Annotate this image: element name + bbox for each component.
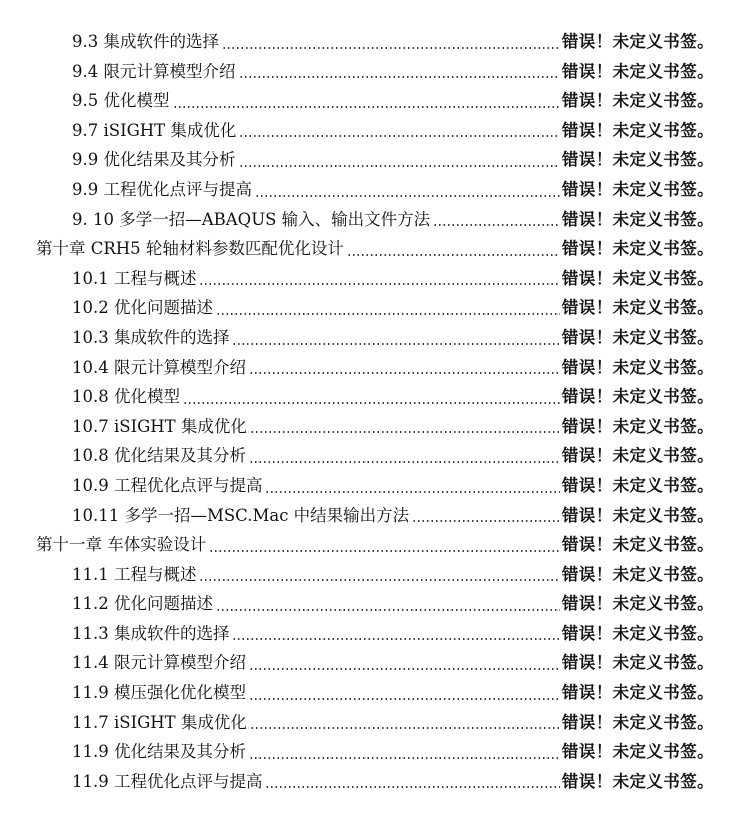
toc-section-entry[interactable] [0, 175, 752, 205]
toc-dot-leader [232, 625, 559, 641]
toc-dot-leader [183, 389, 560, 405]
toc-page-reference: 错误！未定义书签。 [561, 120, 714, 140]
toc-page-reference: 错误！未定义书签。 [561, 239, 714, 259]
toc-page-reference: 错误！未定义书签。 [561, 623, 714, 643]
toc-entry-title: 第十一章 车体实验设计 [36, 535, 207, 555]
toc-page-reference: 错误！未定义书签。 [561, 771, 714, 791]
toc-dot-leader [249, 359, 560, 375]
toc-chapter-entry[interactable] [0, 234, 752, 264]
toc-section-entry[interactable] [0, 145, 752, 175]
toc-section-entry[interactable] [0, 116, 752, 146]
toc-entry-title: 11.9 优化结果及其分析 [72, 742, 246, 762]
toc-dot-leader [265, 773, 559, 789]
toc-page-reference: 错误！未定义书签。 [561, 387, 714, 407]
toc-entry-title: 10.8 优化结果及其分析 [72, 446, 246, 466]
toc-section-entry[interactable] [0, 560, 752, 590]
toc-dot-leader [249, 744, 560, 760]
toc-entry-title: 10.9 工程优化点评与提高 [72, 475, 263, 495]
toc-section-entry[interactable] [0, 589, 752, 619]
toc-section-entry[interactable] [0, 708, 752, 738]
toc-dot-leader [250, 418, 560, 434]
toc-page-reference: 错误！未定义书签。 [561, 327, 714, 347]
toc-page-reference: 错误！未定义书签。 [561, 357, 714, 377]
toc-section-entry[interactable] [0, 205, 752, 235]
toc-page-reference: 错误！未定义书签。 [561, 653, 714, 673]
toc-entry-title: 11.1 工程与概述 [72, 564, 197, 584]
toc-dot-leader [239, 63, 560, 79]
toc-section-entry[interactable] [0, 648, 752, 678]
toc-dot-leader [255, 182, 560, 198]
toc-page-reference: 错误！未定义书签。 [561, 446, 714, 466]
toc-entry-title: 11.7 iSIGHT 集成优化 [72, 712, 247, 732]
toc-entry-title: 10.2 优化问题描述 [72, 298, 213, 318]
toc-page-reference: 错误！未定义书签。 [561, 564, 714, 584]
toc-page-reference: 错误！未定义书签。 [561, 209, 714, 229]
toc-section-entry[interactable] [0, 501, 752, 531]
toc-dot-leader [239, 122, 559, 138]
toc-page-reference: 错误！未定义书签。 [561, 298, 714, 318]
toc-entry-title: 10.3 集成软件的选择 [72, 327, 230, 347]
toc-entry-title: 9.9 工程优化点评与提高 [72, 179, 252, 199]
toc-entry-title: 10.11 多学一招—MSC.Mac 中结果输出方法 [72, 505, 410, 525]
toc-dot-leader [199, 566, 559, 582]
toc-dot-leader [249, 448, 560, 464]
toc-dot-leader [433, 211, 560, 227]
toc-dot-leader [239, 152, 560, 168]
toc-page-reference: 错误！未定义书签。 [561, 475, 714, 495]
toc-page-reference: 错误！未定义书签。 [561, 535, 714, 555]
toc-dot-leader [347, 241, 560, 257]
toc-section-entry[interactable] [0, 57, 752, 87]
toc-page-reference: 错误！未定义书签。 [561, 268, 714, 288]
toc-dot-leader [222, 34, 560, 50]
toc-section-entry[interactable] [0, 353, 752, 383]
toc-entry-title: 11.3 集成软件的选择 [72, 623, 230, 643]
toc-dot-leader [173, 93, 560, 109]
toc-page-reference: 错误！未定义书签。 [561, 416, 714, 436]
toc-section-entry[interactable] [0, 293, 752, 323]
toc-section-entry[interactable] [0, 323, 752, 353]
toc-section-entry[interactable] [0, 619, 752, 649]
toc-entry-title: 10.1 工程与概述 [72, 268, 197, 288]
toc-page-reference: 错误！未定义书签。 [561, 179, 714, 199]
toc-page-reference: 错误！未定义书签。 [561, 150, 714, 170]
toc-dot-leader [209, 537, 560, 553]
toc-dot-leader [216, 300, 560, 316]
toc-section-entry[interactable] [0, 382, 752, 412]
toc-dot-leader [265, 478, 559, 494]
toc-section-entry[interactable] [0, 737, 752, 767]
toc-section-entry[interactable] [0, 412, 752, 442]
toc-dot-leader [249, 655, 560, 671]
toc-dot-leader [249, 685, 560, 701]
toc-page-reference: 错误！未定义书签。 [561, 683, 714, 703]
toc-page-reference: 错误！未定义书签。 [561, 594, 714, 614]
toc-section-entry[interactable] [0, 678, 752, 708]
toc-entry-title: 11.9 模压强化优化模型 [72, 683, 246, 703]
toc-entry-title: 第十章 CRH5 轮轴材料参数匹配优化设计 [36, 239, 344, 259]
toc-page-reference: 错误！未定义书签。 [561, 742, 714, 762]
toc-entry-title: 11.2 优化问题描述 [72, 594, 213, 614]
toc-dot-leader [232, 330, 559, 346]
toc-section-entry[interactable] [0, 767, 752, 797]
toc-entry-title: 10.7 iSIGHT 集成优化 [72, 416, 247, 436]
toc-entry-title: 9.5 优化模型 [72, 91, 170, 111]
toc-chapter-entry[interactable] [0, 530, 752, 560]
toc-section-entry[interactable] [0, 27, 752, 57]
toc-section-entry[interactable] [0, 264, 752, 294]
toc-dot-leader [199, 270, 559, 286]
toc-page-reference: 错误！未定义书签。 [561, 32, 714, 51]
toc-section-entry[interactable] [0, 86, 752, 116]
toc-dot-leader [250, 714, 560, 730]
toc-entry-title: 9.9 优化结果及其分析 [72, 150, 236, 170]
toc-dot-leader [412, 507, 560, 523]
toc-entry-title: 11.9 工程优化点评与提高 [72, 771, 263, 791]
toc-entry-title: 9. 10 多学一招—ABAQUS 输入、输出文件方法 [72, 209, 431, 229]
toc-entry-title: 10.4 限元计算模型介绍 [72, 357, 246, 377]
toc-entry-title: 9.3 集成软件的选择 [72, 32, 219, 51]
toc-entry-title: 11.4 限元计算模型介绍 [72, 653, 246, 673]
toc-page-reference: 错误！未定义书签。 [561, 91, 714, 111]
toc-page-reference: 错误！未定义书签。 [561, 505, 714, 525]
toc-entry-title: 9.7 iSIGHT 集成优化 [72, 120, 237, 140]
toc-page-reference: 错误！未定义书签。 [561, 61, 714, 81]
toc-section-entry[interactable] [0, 471, 752, 501]
toc-section-entry[interactable] [0, 441, 752, 471]
toc-entry-title: 10.8 优化模型 [72, 387, 180, 407]
toc-dot-leader [216, 596, 560, 612]
toc-entry-title: 9.4 限元计算模型介绍 [72, 61, 236, 81]
toc-page-reference: 错误！未定义书签。 [561, 712, 714, 732]
